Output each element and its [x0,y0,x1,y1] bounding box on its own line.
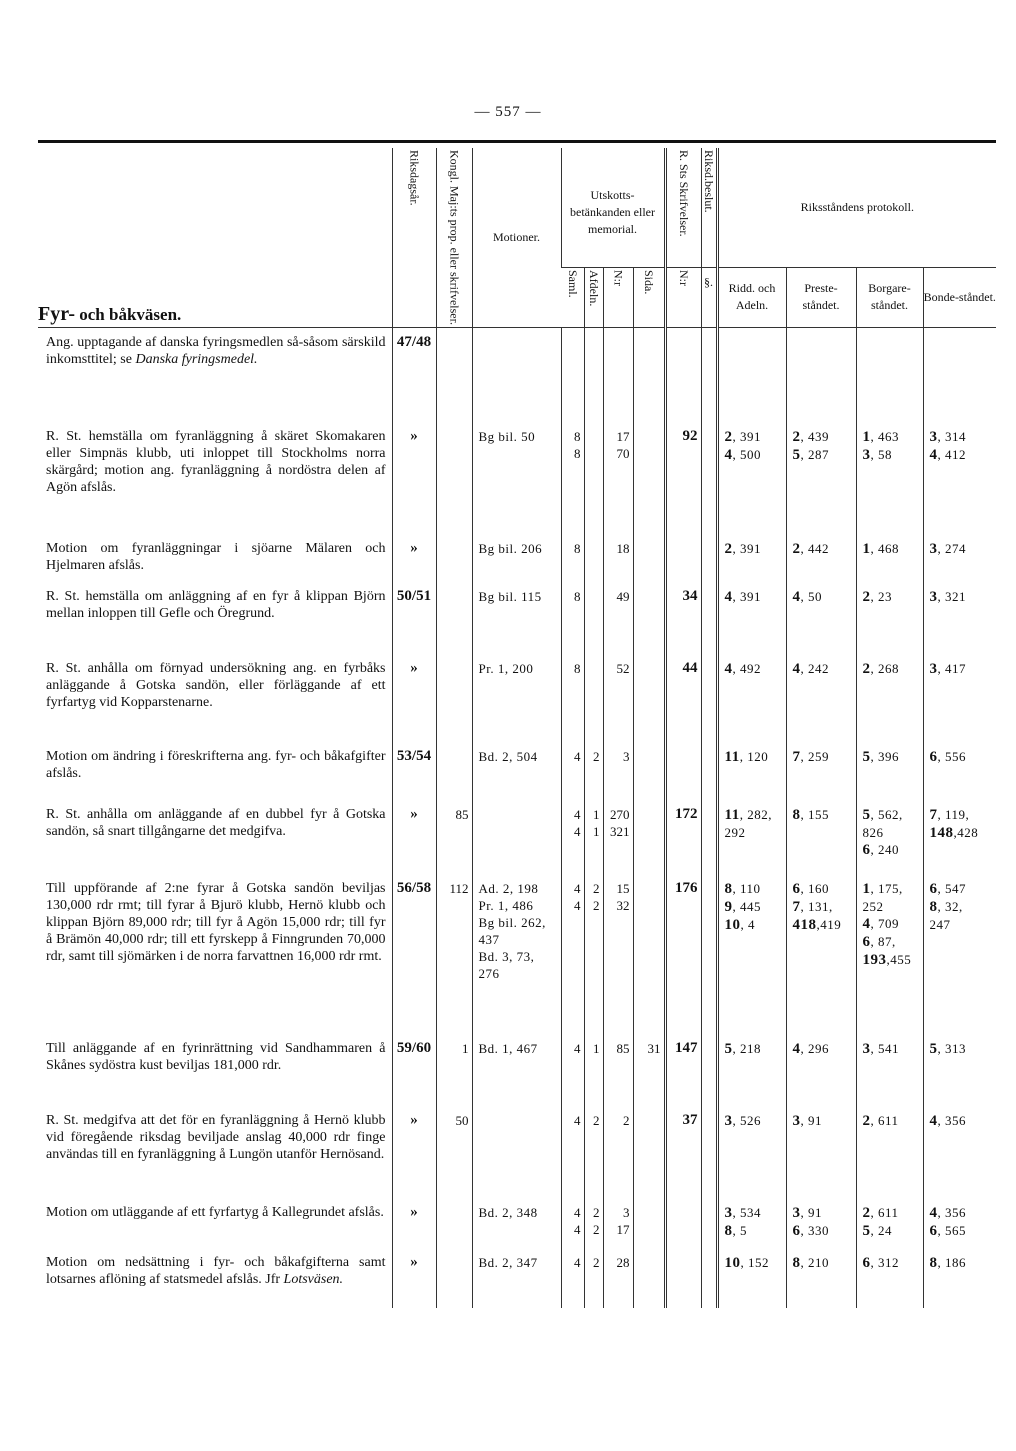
row-sect [702,874,716,880]
row-rsts-nr [667,534,701,540]
col-riksdagsar: Riksdagsår. [392,148,436,327]
row-rsts-nr: 37 [682,1112,698,1129]
row-ridd: 2, 391 4, 500 [724,429,762,464]
row-borgare: 2, 611 [862,1113,899,1130]
table-row [38,1106,996,1198]
table-row [38,742,996,800]
table-row [38,582,996,654]
row-borgare: 5, 396 [862,749,900,766]
row-description: Motion om nedsättning i fyr- och båkafgifterna samt lotsarnes aflöning af statsmedel afslås. Jfr Lotsväsen. [46,1255,386,1288]
row-motioner: Ad. 2, 198 Pr. 1, 486 Bg bil. 262, 437 Bd. 3, 73, 276 [478,881,546,982]
row-ridd: 11, 282, 292 [724,807,772,841]
row-preste: 4, 296 [792,1041,830,1058]
row-riksdagsar: 59/60 [396,1040,432,1057]
row-afdeln [585,654,603,660]
row-sida: 31 [647,1041,661,1057]
row-sect [702,422,716,428]
table-body [38,327,996,1308]
row-rsts-nr: 147 [675,1040,698,1057]
col-protokoll: Riksståndens protokoll. [717,148,996,267]
row-nr: 49 [616,589,630,605]
row-preste: 3, 91 [792,1113,823,1130]
row-saml: 8 8 [574,429,581,462]
row-sida [634,1248,664,1254]
row-bonde: 5, 313 [929,1041,967,1058]
row-description: R. St. hemställa om anläggning af en fyr å klippan Björn mellan inloppen till Gefle och Öregrund. [46,589,386,622]
row-sida [634,1106,664,1112]
row-afdeln: 1 [593,1041,600,1057]
row-nr: 85 [616,1041,630,1057]
col-nr: N:r [603,267,633,327]
col-bonde: Bonde-ståndet. [923,267,996,327]
row-ridd: 4, 391 [724,589,762,606]
row-preste: 2, 442 [792,541,830,558]
row-nr: 2 [623,1113,630,1129]
row-description: Till anläggande af en fyrinrättning vid Sandhammaren å Skånes sydöstra kust beviljas 181,000 rdr. [46,1041,386,1074]
table-row [38,1034,996,1106]
row-sect [702,800,716,806]
row-preste: 2, 439 5, 287 [792,429,830,464]
row-motioner: Bd. 2, 347 [478,1255,538,1271]
row-sect [702,534,716,540]
row-description: R. St. medgifva att det för en fyranläggning å Hernö klubb vid föregående riksdag beviljade anslag 40,000 rdr finge användas till en fyranläggning å Lungön utanför Hernösand. [46,1113,386,1163]
row-afdeln: 2 [593,749,600,765]
row-sida [634,328,664,334]
row-saml [562,328,584,334]
row-preste: 3, 91 6, 330 [792,1205,830,1240]
row-kongl: 1 [462,1041,469,1057]
row-sect [702,1198,716,1204]
row-motioner: Bd. 1, 467 [478,1041,538,1057]
row-borgare [857,328,923,334]
row-sect [702,742,716,748]
row-kongl: 85 [455,807,469,823]
row-riksdagsar: 53/54 [396,748,432,765]
row-bonde: 8, 186 [929,1255,967,1272]
table-row [38,654,996,742]
row-kongl [437,654,472,660]
row-borgare: 2, 268 [862,661,900,678]
row-kongl [437,422,472,428]
row-sida [634,1198,664,1204]
row-saml: 4 4 [574,1205,581,1238]
row-riksdagsar: » [410,540,418,557]
row-afdeln [585,582,603,588]
col-borgare: Borgare-ståndet. [856,267,923,327]
col-ridd: Ridd. och Adeln. [717,267,786,327]
row-motioner [473,1106,561,1112]
row-description: Ang. upptagande af danska fyringsmedlen så-såsom särskild inkomsttitel; se Danska fyringsmedel. [46,334,386,367]
row-kongl [437,1248,472,1254]
row-borgare: 2, 23 [862,589,893,606]
table-row [38,327,996,422]
row-sida [634,742,664,748]
row-kongl: 50 [455,1113,469,1129]
row-saml: 8 [574,541,581,557]
row-afdeln [585,422,603,428]
row-bonde: 4, 356 [929,1113,967,1130]
row-rsts-nr: 44 [682,660,698,677]
row-kongl: 112 [449,881,469,897]
row-ridd: 2, 391 [724,541,762,558]
row-rsts-nr: 92 [682,428,698,445]
row-saml: 4 [574,1041,581,1057]
row-kongl [437,328,472,334]
row-bonde: 6, 547 8, 32, 247 [929,881,967,933]
row-afdeln [585,534,603,540]
row-rsts-nr: 172 [675,806,698,823]
row-description: R. St. anhålla om anläggande af en dubbel fyr å Gotska sandön, så snart tillgångarne det medgifva. [46,807,386,840]
row-description: Motion om ändring i föreskrifterna ang. fyr- och båkafgifter afslås. [46,749,386,782]
row-bonde: 3, 417 [929,661,967,678]
col-afdeln: Afdeln. [584,267,603,327]
row-nr: 270 321 [610,807,630,840]
col-utskotts: Utskotts- betänkanden eller memorial. [561,148,665,267]
row-preste [787,328,856,334]
row-sida [634,582,664,588]
row-description: Motion om utläggande af ett fyrfartyg å Kallegrundet afslås. [46,1205,384,1221]
row-sida [634,654,664,660]
row-sect [702,1248,716,1254]
row-bonde [924,328,997,334]
row-ridd: 4, 492 [724,661,762,678]
row-afdeln: 2 2 [593,1205,600,1238]
section-title: Fyr- och båkväsen. [38,302,182,325]
row-nr: 3 [623,749,630,765]
row-sida [634,534,664,540]
col-rsts: R. Sts Skrifvelser. [665,148,701,267]
table-row [38,422,996,534]
col-riksdbeslut: Riksd.beslut. [701,148,717,267]
row-ridd: 8, 110 9, 445 10, 4 [724,881,762,934]
row-sida [634,800,664,806]
row-rsts-nr [667,1248,701,1254]
row-motioner: Pr. 1, 200 [478,661,534,677]
row-bonde: 3, 274 [929,541,967,558]
row-preste: 4, 242 [792,661,830,678]
row-kongl [437,534,472,540]
table-row [38,1198,996,1248]
row-afdeln: 1 1 [593,807,600,840]
row-nr [604,328,633,334]
row-motioner: Bg bil. 206 [478,541,543,557]
row-rsts-nr [667,1198,701,1204]
row-kongl [437,1198,472,1204]
row-ridd: 11, 120 [724,749,769,766]
row-riksdagsar: 56/58 [396,880,432,897]
row-ridd [719,328,786,334]
row-borgare: 6, 312 [862,1255,900,1272]
row-saml: 8 [574,589,581,605]
row-sect [702,1034,716,1040]
row-sect [702,654,716,660]
row-riksdagsar: 50/51 [396,588,432,605]
table-row [38,874,996,1034]
row-bonde: 6, 556 [929,749,967,766]
row-saml: 4 [574,1255,581,1271]
row-preste: 8, 155 [792,807,830,824]
row-saml: 8 [574,661,581,677]
register-table [38,148,996,1308]
row-preste: 4, 50 [792,589,823,606]
row-sida [634,422,664,428]
row-preste: 8, 210 [792,1255,830,1272]
row-riksdagsar: » [410,428,418,445]
row-sect [702,1106,716,1112]
row-afdeln: 2 [593,1255,600,1271]
row-nr: 17 70 [616,429,630,462]
row-description: R. St. hemställa om fyranläggning å skäret Skomakaren eller Simpnäs klubb, uti inloppet till Stockholms norra skärgård; motion ang. fyranläggning å nordöstra delen af Agön afslås. [46,429,386,496]
row-riksdagsar: » [410,1254,418,1271]
col-sect: §. [701,267,717,327]
row-riksdagsar: » [410,1204,418,1221]
row-nr: 18 [616,541,630,557]
row-riksdagsar: » [410,1112,418,1129]
row-bonde: 7, 119, 148,428 [929,807,979,842]
row-bonde: 3, 314 4, 412 [929,429,967,464]
row-borgare: 5, 562, 826 6, 240 [862,807,903,859]
row-motioner [473,800,561,806]
row-sida [634,874,664,880]
row-saml: 4 [574,749,581,765]
row-kongl [437,582,472,588]
row-rsts-nr [667,742,701,748]
row-motioner [473,328,561,334]
row-ridd: 3, 526 [724,1113,762,1130]
row-preste: 7, 259 [792,749,830,766]
row-saml: 4 4 [574,807,581,840]
row-description: Till uppförande af 2:ne fyrar å Gotska sandön beviljas 130,000 rdr rmt; till fyrar å Bjurö klubb, Hernö klubb och klippan Björn 89,000 rdr; till fyr å Agön 15,000 rdr; till fyr å Brämön 40,000 rdr; till ett fyrskepp å Finngrunden 70,000 rdr, samt till sjömärken i de norra farvattnen 16,000 rdr rmt. [46,881,386,965]
page-number: — 557 — [474,104,542,120]
col-preste: Preste-ståndet. [786,267,856,327]
row-borgare: 1, 175, 252 4, 709 6, 87, 193,455 [862,881,912,969]
col-sida: Sida. [633,267,665,327]
row-borgare: 1, 468 [862,541,900,558]
row-riksdagsar: » [410,660,418,677]
row-nr: 3 17 [616,1205,630,1238]
row-borgare: 1, 463 3, 58 [862,429,900,464]
section-title-cell [38,148,392,327]
table-row [38,800,996,874]
row-description: Motion om fyranläggningar i sjöarne Mälaren och Hjelmaren afslås. [46,541,386,574]
col-rsts-nr: N:r [665,267,701,327]
row-riksdagsar: » [410,806,418,823]
col-saml: Saml. [561,267,584,327]
row-borgare: 2, 611 5, 24 [862,1205,899,1240]
row-nr: 28 [616,1255,630,1271]
row-saml: 4 [574,1113,581,1129]
row-ridd: 10, 152 [724,1255,770,1272]
row-rsts-nr [667,328,701,334]
row-description: R. St. anhålla om förnyad undersökning ang. en fyrbåks anläggande å Gotska sandön, eller förläggande af ett fyrfartyg vid Kopparstenarne. [46,661,386,711]
row-ridd: 5, 218 [724,1041,762,1058]
row-sect [702,328,716,334]
row-motioner: Bg bil. 115 [478,589,542,605]
row-ridd: 3, 534 8, 5 [724,1205,762,1240]
table-row [38,1248,996,1308]
row-motioner: Bg bil. 50 [478,429,536,445]
row-nr: 15 32 [616,881,630,914]
row-rsts-nr: 176 [675,880,698,897]
row-bonde: 3, 321 [929,589,967,606]
header-rule [38,140,996,143]
row-borgare: 3, 541 [862,1041,900,1058]
row-afdeln: 2 [593,1113,600,1129]
row-bonde: 4, 356 6, 565 [929,1205,967,1240]
row-nr: 52 [616,661,630,677]
row-sect [702,582,716,588]
col-kongl: Kongl. Maj:ts prop. eller skrifvelser. [436,148,472,327]
row-afdeln: 2 2 [593,881,600,914]
row-kongl [437,742,472,748]
row-motioner: Bd. 2, 348 [478,1205,538,1221]
row-rsts-nr: 34 [682,588,698,605]
row-riksdagsar: 47/48 [396,333,432,350]
row-saml: 4 4 [574,881,581,914]
table-row [38,534,996,582]
row-afdeln [585,328,603,334]
row-preste: 6, 160 7, 131, 418,419 [792,881,842,934]
row-motioner: Bd. 2, 504 [478,749,538,765]
col-motioner: Motioner. [472,148,561,327]
